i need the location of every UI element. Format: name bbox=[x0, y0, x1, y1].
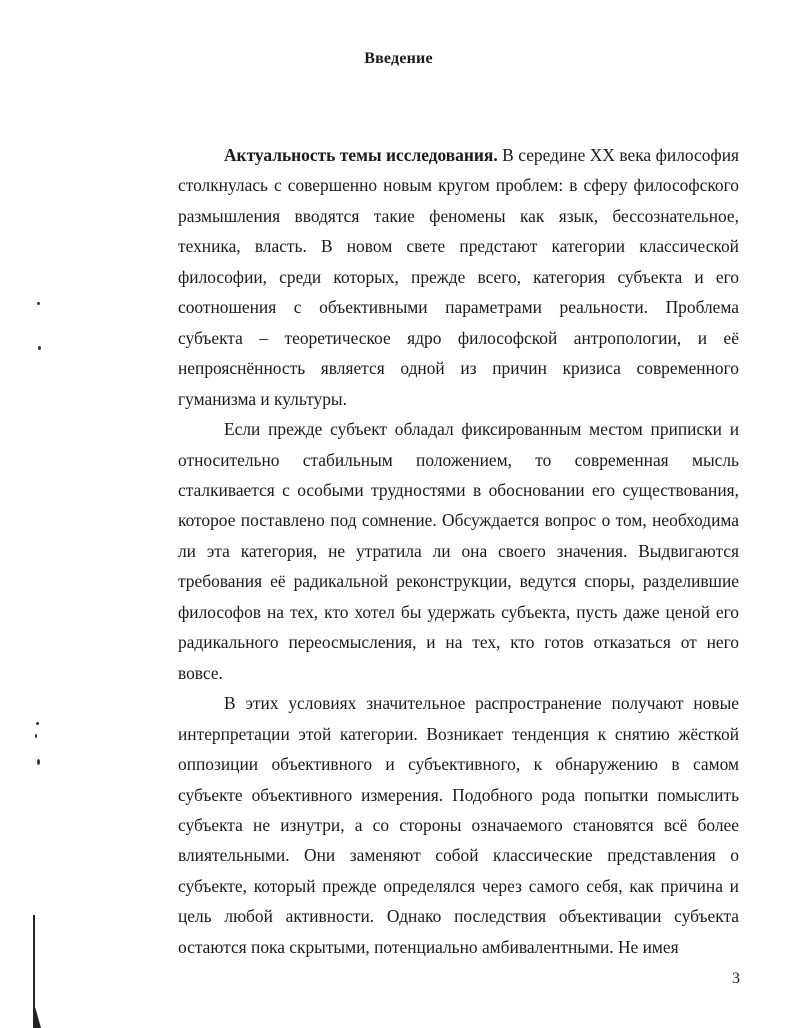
paragraph-text: Если прежде субъект обладал фиксированным местом приписки и относительно стабильным положением, то современная мысль сталкивается с особыми трудностями в обосновании его существования, которое поставлено под сомнение. Обсуждается вопрос о том, необходима ли эта категория, не утратила ли она своего значения. Выдвигаются требования её радикальной реконструкции, ведутся споры, разделившие философов на тех, кто хотел бы удержать субъекта, пусть даже ценой его радикального переосмысления, и на тех, кто готов отказаться от него вовсе. bbox=[178, 419, 739, 683]
page-title: Введение bbox=[364, 50, 433, 67]
page-number: 3 bbox=[732, 970, 740, 987]
scan-speck bbox=[37, 759, 40, 765]
paragraph-1 bbox=[178, 140, 739, 414]
paragraph-2 bbox=[178, 414, 739, 688]
paragraph-text: В середине XX века философия столкнулась с совершенно новым кругом проблем: в сферу философского размышления вводятся такие феномены как язык, бессознательное, техника, власть. В новом свете предстают категории классической философии, среди которых, прежде всего, категория субъекта и его соотношения с объективными параметрами реальности. Проблема субъекта – теоретическое ядро философской антропологии, и её непрояснённость является одной из причин кризиса современного гуманизма и культуры. bbox=[178, 145, 740, 409]
scan-speck bbox=[36, 722, 39, 725]
paragraph-lead: Актуальность темы исследования. bbox=[224, 145, 498, 165]
scan-speck bbox=[37, 302, 40, 305]
body-text bbox=[178, 140, 739, 962]
paragraph-3 bbox=[178, 688, 739, 962]
scan-speck bbox=[35, 734, 37, 738]
scan-edge-mark bbox=[33, 1008, 41, 1028]
paragraph-text: В этих условиях значительное распространение получают новые интерпретации этой категории. Возникает тенденция к снятию жёсткой оппозиции объективного и субъективного, к обнаружению в самом субъекте объективного измерения. Подобного рода попытки помыслить субъекта не изнутри, а со стороны означаемого становятся всё более влиятельными. Они заменяют собой классические представления о субъекте, который прежде определялся через самого себя, как причина и цель любой активности. Однако последствия объективации субъекта остаются пока скрытыми, потенциально амбивалентными. Не имея bbox=[178, 693, 739, 957]
scan-speck bbox=[38, 346, 41, 350]
